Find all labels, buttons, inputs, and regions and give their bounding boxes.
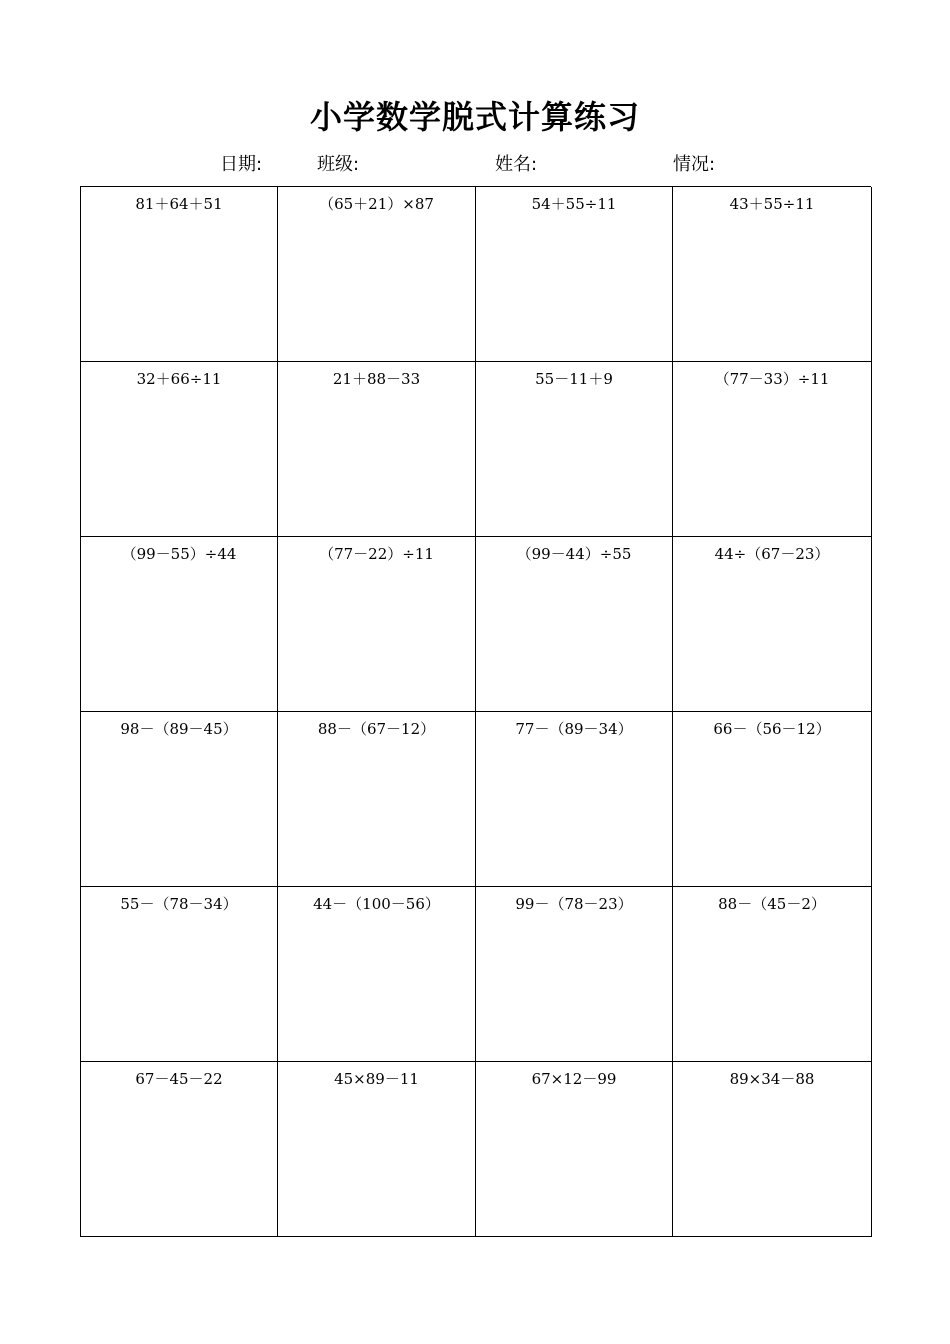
problem-grid [80,186,871,1237]
problem-expression: （99－44）÷55 [516,545,632,563]
problem-cell [476,1062,673,1237]
problem-expression: 44÷（67－23） [714,545,830,563]
problem-expression: 89×34－88 [729,1070,815,1088]
problem-cell [476,187,673,362]
problem-expression: 67－45－22 [135,1070,223,1088]
problem-cell [81,1062,278,1237]
problem-expression: 55－（78－34） [120,895,238,913]
problem-expression: 66－（56－12） [713,720,831,738]
problem-cell [278,712,476,887]
problem-expression: （99－55）÷44 [121,545,237,563]
problem-cell [278,1062,476,1237]
problem-cell [476,887,673,1062]
problem-cell [81,537,278,712]
problem-cell [81,887,278,1062]
problem-expression: （65＋21）×87 [319,195,434,213]
problem-expression: 32＋66÷11 [136,370,222,388]
problem-cell [81,362,278,537]
problem-cell [476,712,673,887]
problem-cell [278,187,476,362]
problem-expression: 88－（67－12） [317,720,436,738]
problem-cell [476,362,673,537]
problem-cell [81,712,278,887]
problem-expression: 98－（89－45） [120,720,238,738]
problem-cell [81,187,278,362]
problem-cell [673,712,872,887]
problem-expression: 55－11＋9 [535,370,613,388]
problem-cell [673,887,872,1062]
problem-expression: 45×89－11 [334,1070,419,1088]
status-label: 情况: [673,154,716,175]
problem-expression: 67×12－99 [531,1070,617,1088]
problem-expression: （77－33）÷11 [714,370,830,388]
problem-expression: 81＋64＋51 [135,195,223,213]
problem-cell [476,537,673,712]
problem-cell [673,362,872,537]
problem-expression: 44－（100－56） [313,895,440,913]
name-label: 姓名: [495,154,538,175]
date-label: 日期: [220,154,263,175]
problem-expression: 54＋55÷11 [531,195,617,213]
problem-expression: 88－（45－2） [718,895,826,913]
problem-expression: 43＋55÷11 [729,195,815,213]
problem-cell [673,1062,872,1237]
problem-expression: 99－（78－23） [515,895,633,913]
problem-cell [278,362,476,537]
class-label: 班级: [317,154,360,175]
problem-cell [278,537,476,712]
problem-expression: （77－22）÷11 [319,545,434,563]
problem-expression: 21＋88－33 [332,370,421,388]
worksheet-title: 小学数学脱式计算练习 [309,98,640,136]
problem-cell [278,887,476,1062]
problem-cell [673,537,872,712]
problem-expression: 77－（89－34） [515,720,633,738]
problem-cell [673,187,872,362]
